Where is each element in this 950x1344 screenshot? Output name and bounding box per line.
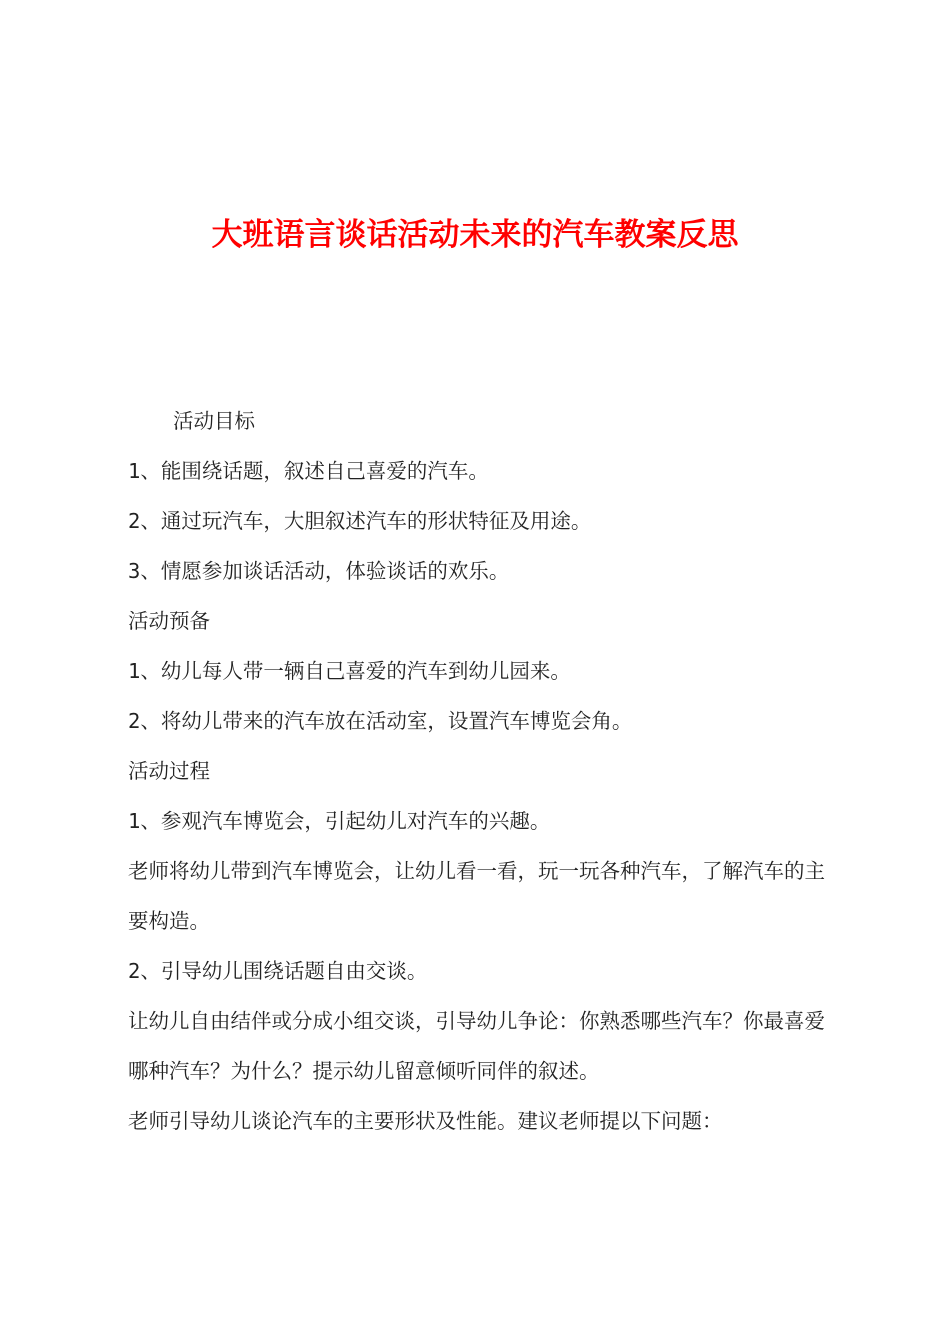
document-title: 大班语言谈话活动未来的汽车教案反思 — [211, 217, 739, 253]
paragraph: 1、幼儿每人带一辆自己喜爱的汽车到幼儿园来。 — [128, 659, 571, 683]
paragraph: 2、通过玩汽车，大胆叙述汽车的形状特征及用途。 — [128, 509, 592, 533]
paragraph: 让幼儿自由结伴或分成小组交谈，引导幼儿争论：你熟悉哪些汽车？你最喜爱哪种汽车？为什么？提示幼儿留意倾听同伴的叙述。 — [128, 1009, 825, 1083]
paragraph: 1、参观汽车博览会，引起幼儿对汽车的兴趣。 — [128, 809, 551, 833]
paragraph: 老师引导幼儿谈论汽车的主要形状及性能。建议老师提以下问题： — [128, 1109, 723, 1133]
section-heading-preparation: 活动预备 — [128, 609, 210, 633]
section-heading-goals: 活动目标 — [173, 409, 255, 433]
section-heading-process: 活动过程 — [128, 759, 210, 783]
document-body — [128, 396, 834, 1146]
paragraph: 2、将幼儿带来的汽车放在活动室，设置汽车博览会角。 — [128, 709, 633, 733]
paragraph: 1、能围绕话题，叙述自己喜爱的汽车。 — [128, 459, 489, 483]
paragraph: 老师将幼儿带到汽车博览会，让幼儿看一看，玩一玩各种汽车，了解汽车的主要构造。 — [128, 859, 825, 933]
paragraph: 2、引导幼儿围绕话题自由交谈。 — [128, 959, 428, 983]
paragraph: 3、情愿参加谈话活动，体验谈话的欢乐。 — [128, 559, 510, 583]
